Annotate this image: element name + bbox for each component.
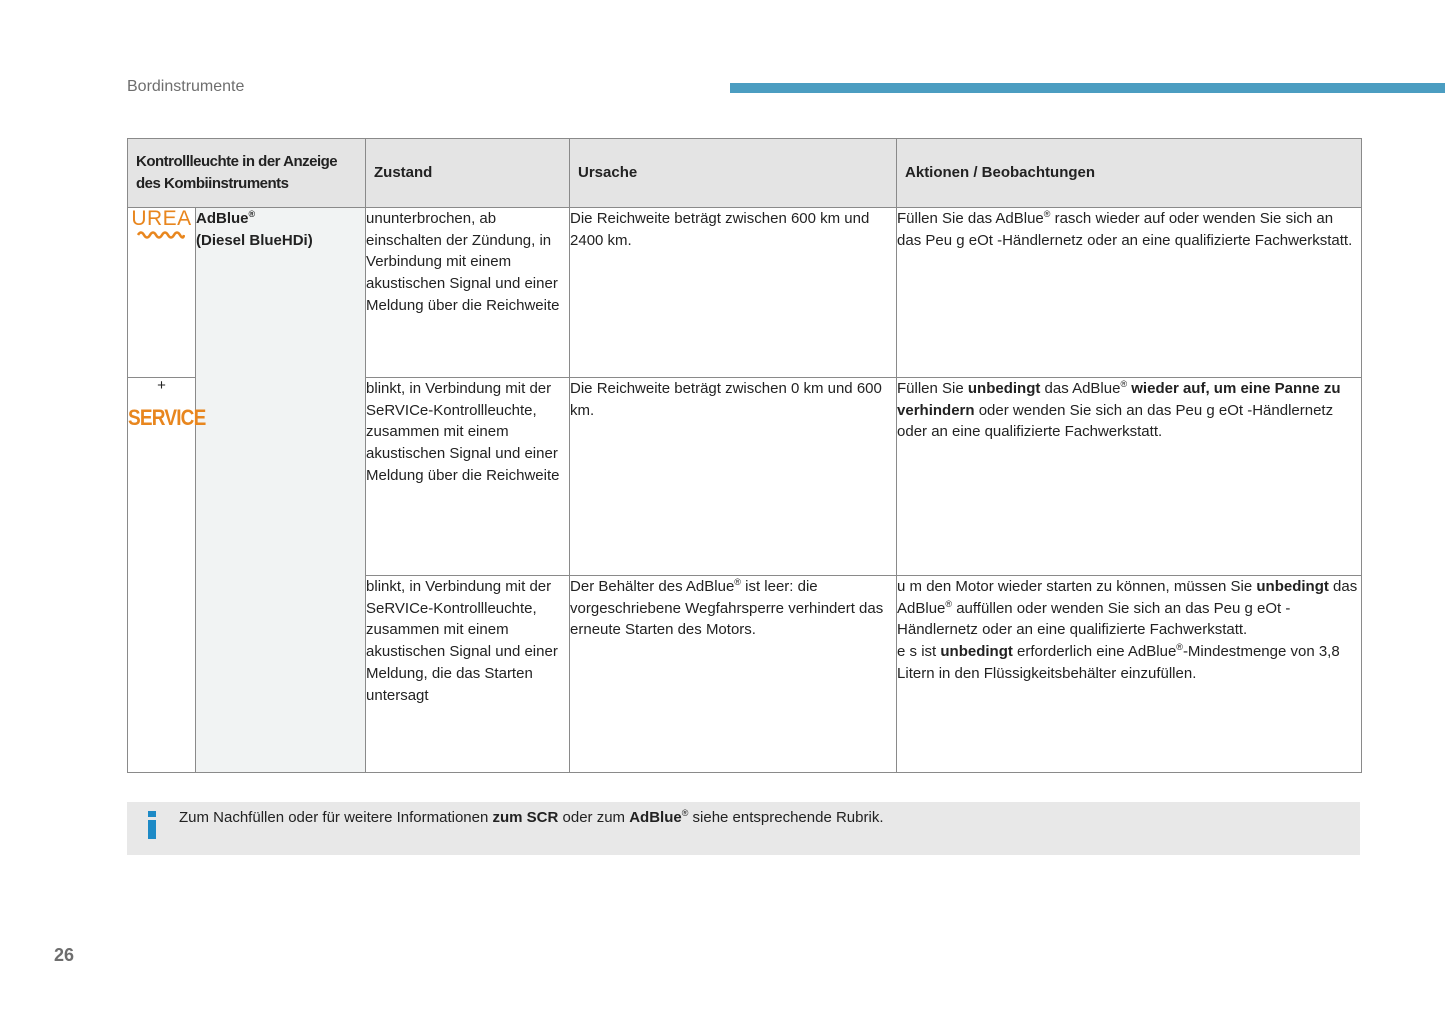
indicator-name: AdBlue: [196, 210, 249, 227]
indicator-subname: (Diesel BlueHDi): [196, 231, 313, 249]
header-state: Zustand: [366, 139, 570, 208]
header-indicator: Kontrollleuchte in der Anzeige des Kombiinstruments: [128, 139, 366, 208]
row1-state: ununterbrochen, ab einschalten der Zündung, in Verbindung mit einem akustischen Signal und einer Meldung über die Reichweite: [366, 208, 570, 378]
registered-mark: ®: [248, 209, 256, 219]
header-actions: Aktionen / Beobachtungen: [897, 139, 1362, 208]
header-cause: Ursache: [570, 139, 897, 208]
section-color-bar: [730, 83, 1445, 93]
info-note-text: Zum Nachfüllen oder für weitere Informationen zum SCR oder zum AdBlue® siehe entsprechende Rubrik.: [179, 808, 884, 826]
service-warning-icon: SERVICE: [128, 406, 206, 431]
row1-action: Füllen Sie das AdBlue® rasch wieder auf oder wenden Sie sich an das Peu g eOt -Händlernetz oder an eine qualifizierte Fachwerkstatt.: [897, 208, 1362, 378]
info-icon: [147, 811, 157, 839]
page-number: 26: [54, 945, 75, 965]
table-header-row: [128, 139, 1362, 208]
service-icon-cell: [128, 377, 206, 773]
row2-state: blinkt, in Verbindung mit der SeRVICe-Kontrollleuchte, zusammen mit einem akustischen Signal und einer Meldung über die Reichweite: [366, 378, 570, 576]
plus-sign: +: [157, 377, 166, 394]
indicator-icon-cell: [128, 208, 196, 378]
row3-state: blinkt, in Verbindung mit der SeRVICe-Kontrollleuchte, zusammen mit einem akustischen Signal und einer Meldung, die das Starten untersagt: [366, 576, 570, 773]
row3-action: u m den Motor wieder starten zu können, müssen Sie unbedingt das AdBlue® auffüllen oder wenden Sie sich an das Peu g eOt -Händlernetz oder an eine qualifizierte Fachwerkstatt. e s ist unbedingt erforderlich eine AdBlue®-Mindestmenge von 3,8 Litern in den Flüssigkeitsbehälter einzufüllen.: [897, 576, 1362, 773]
indicator-name-cell: [196, 208, 366, 773]
urea-warning-icon: [131, 208, 191, 239]
row2-cause: Die Reichweite beträgt zwischen 0 km und 600 km.: [570, 378, 897, 576]
row3-cause: Der Behälter des AdBlue® ist leer: die vorgeschriebene Wegfahrsperre verhindert das erneute Starten des Motors.: [570, 576, 897, 773]
wave-icon: [137, 229, 185, 239]
warning-light-table: [127, 138, 1362, 773]
section-title: Bordinstrumente: [127, 78, 245, 95]
row1-cause: Die Reichweite beträgt zwischen 600 km und 2400 km.: [570, 208, 897, 378]
row2-action: Füllen Sie unbedingt das AdBlue® wieder auf, um eine Panne zu verhindern oder wenden Sie sich an das Peu g eOt -Händlernetz oder an eine qualifizierte Fachwerkstatt.: [897, 378, 1362, 576]
urea-icon-label: UREA: [131, 207, 192, 230]
table-row: [128, 208, 1362, 378]
